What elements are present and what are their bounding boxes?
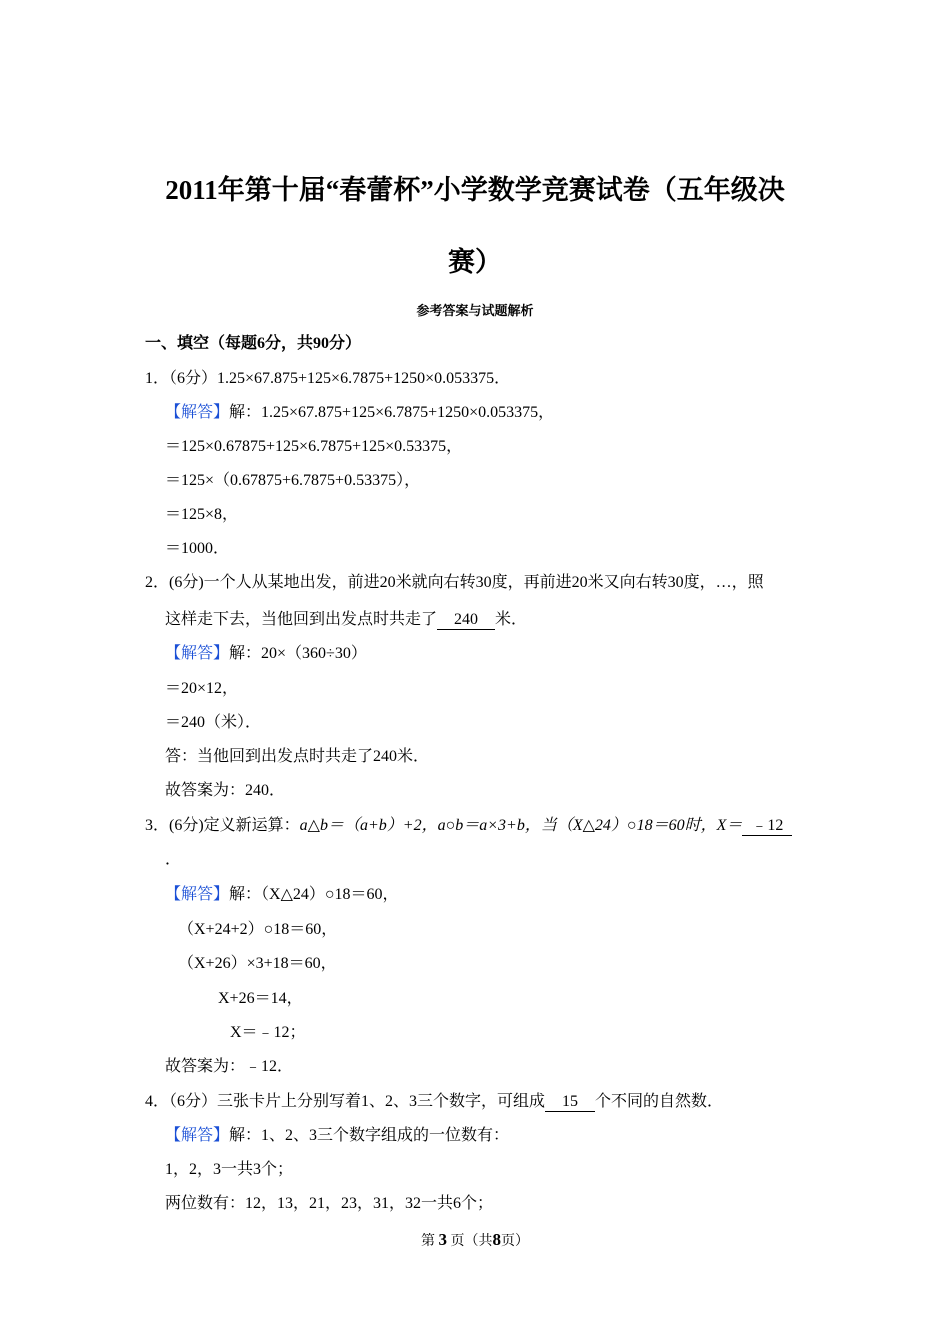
- q2-step-1: ＝20×12，: [165, 680, 239, 697]
- page-title-line2: 赛）: [448, 247, 502, 277]
- footer-pre: 第: [421, 1234, 435, 1249]
- q3-stem-a: 3．(6分)定义新运算：: [145, 817, 300, 834]
- q3-stem: [145, 812, 792, 836]
- q2-solution-text: 解：20×（360÷30）: [229, 645, 367, 662]
- q3-step-1: （X+24+2）○18＝60，: [178, 921, 338, 938]
- answer-tag: 【解答】: [165, 645, 230, 662]
- q4-step-1: 1，2，3一共3个；: [165, 1161, 294, 1178]
- q2-stem-post: 米．: [495, 611, 528, 628]
- q4-stem: [145, 1088, 723, 1112]
- q2-stem-pre: 这样走下去，当他回到出发点时共走了: [165, 611, 438, 628]
- q4-step-2: 两位数有：12，13，21，23，31，32一共6个；: [165, 1195, 494, 1212]
- q4-solution-text: 解：1、2、3三个数字组成的一位数有：: [229, 1127, 510, 1144]
- q3-step-5: 故答案为：﹣12．: [165, 1058, 294, 1075]
- answer-tag: 【解答】: [165, 1127, 230, 1144]
- q3-step-3: X+26＝14，: [218, 990, 303, 1007]
- footer-mid: 页（共: [450, 1234, 493, 1249]
- q4-solution-line: [165, 1122, 509, 1145]
- subtitle: 参考答案与试题解析: [416, 303, 534, 318]
- q2-stem-line2: [165, 606, 527, 630]
- page-footer: [0, 1230, 950, 1250]
- q1-step-2: ＝125×（0.67875+6.7875+0.53375），: [165, 472, 421, 489]
- q2-answer-blank: 240: [437, 611, 495, 630]
- q2-stem: 2．(6分)一个人从某地出发，前进20米就向右转30度，再前进20米又向右转30度，…，照: [145, 574, 764, 591]
- page-title-line1: 2011年第十届“春蕾杯”小学数学竞赛试卷（五年级决: [165, 175, 785, 205]
- q1-solution-line: [165, 399, 554, 422]
- q1-stem: 1．（6分）1.25×67.875+125×6.7875+1250×0.053375．: [145, 370, 511, 387]
- q4-answer-blank: 15: [545, 1093, 595, 1112]
- footer-post: 页）: [501, 1234, 529, 1249]
- q3-solution-text: 解：（X△24）○18＝60，: [229, 886, 399, 903]
- q2-step-3: 答：当他回到出发点时共走了240米．: [165, 748, 430, 765]
- q3-stem-end: ．: [165, 851, 182, 868]
- q4-stem-pre: 4．（6分）三张卡片上分别写着1、2、3三个数字，可组成: [145, 1093, 546, 1110]
- q1-step-1: ＝125×0.67875+125×6.7875+125×0.53375，: [165, 438, 463, 455]
- q4-stem-post: 个不同的自然数．: [595, 1093, 724, 1110]
- q3-step-4: X＝﹣12；: [230, 1024, 306, 1041]
- q2-step-2: ＝240（米）．: [165, 714, 262, 731]
- q1-solution-text: 解：1.25×67.875+125×6.7875+1250×0.053375，: [229, 404, 555, 421]
- footer-page-number: 3: [438, 1230, 447, 1249]
- q1-step-3: ＝125×8，: [165, 506, 239, 523]
- answer-tag: 【解答】: [165, 886, 230, 903]
- q3-answer-blank: ﹣12: [742, 812, 792, 836]
- q3-stem-b: a△b＝（a+b）+2，a○b＝a×3+b，当（X△24）○18＝60时，X＝: [299, 817, 743, 834]
- section-heading: 一、填空（每题6分，共90分）: [145, 335, 362, 352]
- answer-tag: 【解答】: [165, 404, 230, 421]
- q2-step-4: 故答案为：240．: [165, 782, 286, 799]
- q3-step-2: （X+26）×3+18＝60，: [178, 955, 337, 972]
- q2-solution-line: [165, 640, 367, 663]
- q3-solution-line: [165, 881, 399, 904]
- q1-step-4: ＝1000．: [165, 540, 230, 557]
- footer-total-pages: 8: [492, 1230, 501, 1249]
